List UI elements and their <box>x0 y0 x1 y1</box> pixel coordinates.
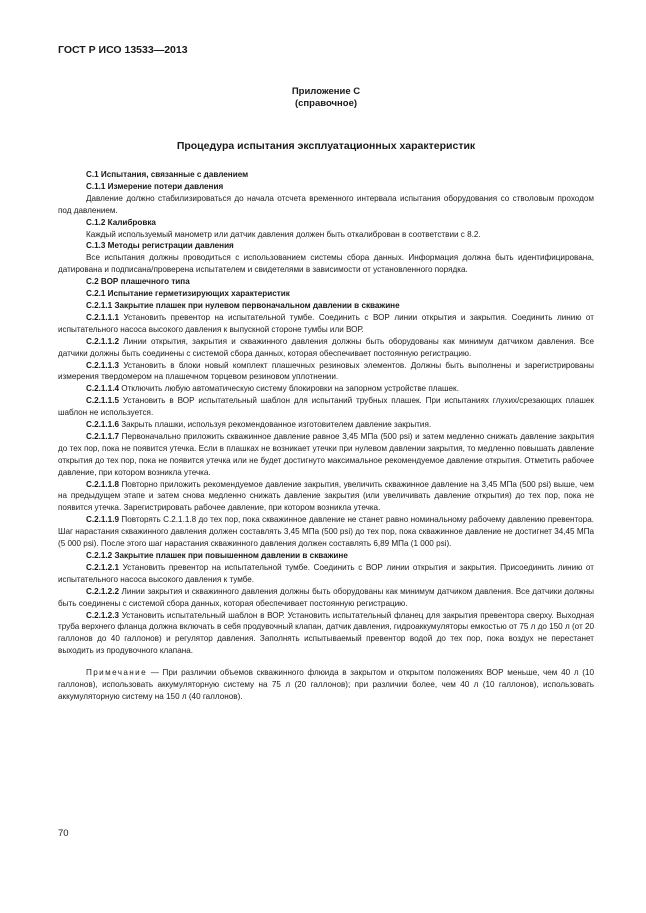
clause-text: Повторно приложить рекомендуемое давление закрытия, увеличить скважинное давление на 3,45 МПа (500 psi) выше, чем на предыдущем этапе и затем снова медленно снижать давление закрытия (или увеличивать давление открытия) до тех пор, пока не появится утечка. Зарегистрировать рабочее давление, при котором возникла утечка. <box>58 479 594 513</box>
note-paragraph <box>58 667 594 703</box>
page-title: Процедура испытания эксплуатационных характеристик <box>176 140 476 152</box>
clause-c2116 <box>58 419 594 431</box>
section-heading-c212: С.2.1.2 Закрытие плашек при повышенном давлении в скважине <box>86 551 348 560</box>
clause-c2119 <box>58 514 594 550</box>
clause-number: С.2.1.1.2 <box>86 336 119 346</box>
annex-type: (справочное) <box>294 98 358 109</box>
paragraph-c11: Давление должно стабилизироваться до начала отсчета временного интервала испытания оборудования со стволовым проходом под давлением. <box>58 193 594 215</box>
clause-c2123 <box>58 610 594 658</box>
clause-text: Линии закрытия и скважинного давления должны быть оборудованы как минимум датчиком давления. Все датчики должны быть соединены с системой сбора данных, которая обеспечивает постоянную регистрацию. <box>58 586 594 608</box>
clause-number: С.2.1.2.1 <box>86 562 119 572</box>
clause-c2122 <box>58 586 594 610</box>
clause-text: Установить в ВОР испытательный шаблон для испытаний трубных плашек. При испытаниях глухих/срезающих плашек шаблон не используется. <box>58 396 594 418</box>
clause-text: Линии открытия, закрытия и скважинного давления должны быть оборудованы как минимум датчиком давления. Все датчики должны быть соединены с системой сбора данных, которая обеспечивает постоянную регистрацию. <box>58 336 594 358</box>
section-heading-c12: С.1.2 Калибровка <box>86 217 156 227</box>
clause-c2115 <box>58 395 594 419</box>
clause-c2112 <box>58 336 594 360</box>
clause-text: Отключить любую автоматическую систему блокировки на запорном устройстве плашек. <box>121 384 459 394</box>
clause-number: С.2.1.2.2 <box>86 586 119 596</box>
note-text: — При различии объемов скважинного флюида в закрытом и открытом положениях ВОР меньше, чем 40 л (10 галлонов), использовать аккумуляторную систему на 75 л (20 галлонов); при различии более, чем 40 л (10 галлонов), использовать аккумуляторную систему на 150 л (40 галлонов). <box>58 668 594 701</box>
page-number: 70 <box>58 828 69 839</box>
section-heading-c211: С.2.1.1 Закрытие плашек при нулевом первоначальном давлении в скважине <box>86 300 400 310</box>
clause-c2121 <box>58 562 594 586</box>
clause-number: С.2.1.1.9 <box>86 515 119 525</box>
annex-label: Приложение С <box>291 86 361 97</box>
clause-number: С.2.1.2.3 <box>86 610 119 620</box>
paragraph-c12: Каждый используемый манометр или датчик давления должен быть откалиброван в соответствии с 8.2. <box>86 229 481 239</box>
section-heading-c11: С.1.1 Измерение потери давления <box>86 181 224 191</box>
annex-block <box>58 86 594 110</box>
clause-c2114 <box>58 383 594 395</box>
clause-c2111 <box>58 312 594 336</box>
clause-text: Установить в блоки новый комплект плашечных резиновых элементов. Должны быть выполнены и зарегистрированы измерения твердомером на плашечном торцевом резиновом уплотнении. <box>58 360 594 382</box>
section-heading-c13: С.1.3 Методы регистрации давления <box>86 241 234 251</box>
document-page <box>58 44 594 703</box>
clause-c2118 <box>58 479 594 515</box>
clause-number: С.2.1.1.7 <box>86 431 119 441</box>
clause-text: Повторять С.2.1.1.8 до тех пор, пока скважинное давление не станет равно номинальному рабочему давлению превентора. Шаг нарастания скважинного давления должен составлять 3,45 МПа (500 psi) до тех пор, пока скважинное давление не достигнет 34,45 МПа (5 000 psi). После этого шаг нарастания скважинного давления должен составлять 6,89 МПа (1 000 psi). <box>58 515 594 549</box>
clause-number: С.2.1.1.3 <box>86 360 119 370</box>
clause-number: С.2.1.1.6 <box>86 420 119 430</box>
section-heading-c2: С.2 ВОР плашечного типа <box>86 277 190 287</box>
clause-text: Установить превентор на испытательной тумбе. Соединить с ВОР линии открытия и закрытия. Соединить линию от испытательного насоса высокого давления к выпускной стороне тумбы или ВОР. <box>58 312 594 334</box>
clause-c2117 <box>58 431 594 479</box>
clause-number: С.2.1.1.1 <box>86 312 119 322</box>
note-label: Примечание <box>86 668 148 678</box>
clause-number: С.2.1.1.8 <box>86 479 119 489</box>
section-heading-c1: С.1 Испытания, связанные с давлением <box>86 170 249 179</box>
clause-number: С.2.1.1.5 <box>86 396 119 406</box>
paragraph-c13: Все испытания должны проводиться с использованием системы сбора данных. Информация должна быть идентифицирована, датирована и подписана/проверена испытателем и свидетелями в зависимости от установленного порядка. <box>58 253 594 275</box>
section-heading-c21: С.2.1 Испытание герметизирующих характеристик <box>86 289 290 299</box>
document-body <box>58 169 594 703</box>
clause-text: Закрыть плашки, используя рекомендованное изготовителем давление закрытия. <box>121 420 432 430</box>
clause-text: Первоначально приложить скважинное давление равное 3,45 МПа (500 psi) и затем медленно снижать давление закрытия до тех пор, пока не появится утечка. Если в плашках не возникает утечки при нулевом давлении закрытия, то медленно повышать давление открытия до тех пор, пока не появится утечка или не будет достигнуто максимальное рекомендуемое давление открытия. Отметить рабочее давление, при котором возникла утечка. <box>58 431 594 477</box>
document-header: ГОСТ Р ИСО 13533—2013 <box>58 44 188 56</box>
clause-text: Установить испытательный шаблон в ВОР. Установить испытательный фланец для закрытия превентора сверху. Выходная труба верхнего фланца должна включать в себя продувочный клапан, датчик давления, гидроаккумуляторы емкостью от 75 л до 150 л (от 20 галлонов до 40 галлонов) и регулятор давления. Заполнять испытываемый превентор водой до тех пор, пока воздух не перестанет выходить из продувочного клапана. <box>58 610 595 656</box>
clause-text: Установить превентор на испытательной тумбе. Соединить с ВОР линии открытия и закрытия. Присоединить линию от испытательного насоса высокого давления к тумбе. <box>58 562 594 584</box>
clause-number: С.2.1.1.4 <box>86 384 119 394</box>
clause-c2113 <box>58 360 594 384</box>
